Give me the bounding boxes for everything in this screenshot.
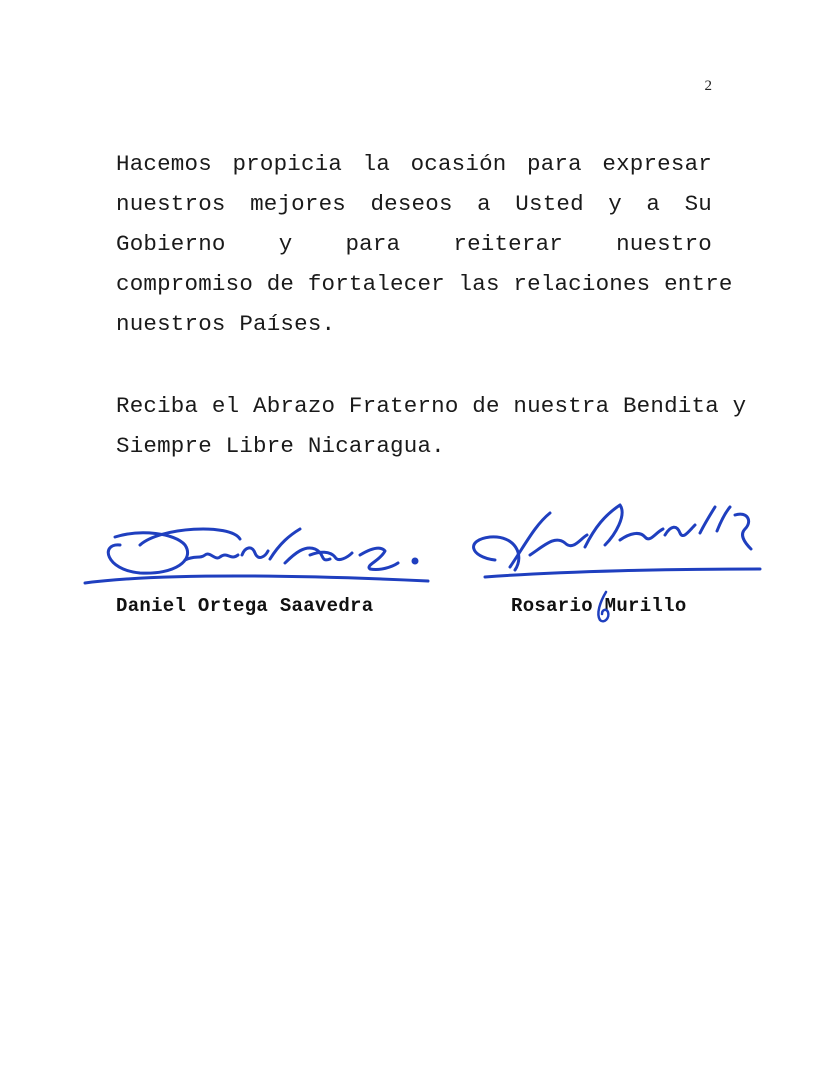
text-line: Gobierno y para reiterar nuestro: [116, 231, 712, 257]
signatory-name-left: Daniel Ortega Saavedra: [116, 595, 374, 617]
greeting-paragraph: [116, 386, 747, 466]
text-line: nuestros Países.: [116, 311, 336, 337]
page-number: 2: [704, 78, 712, 94]
signatory-name-right: Rosario Murillo: [511, 595, 687, 617]
text-line: compromiso de fortalecer las relaciones entre: [116, 271, 733, 297]
text-line: Siempre Libre Nicaragua.: [116, 433, 445, 459]
signature-ink-stroke: [590, 590, 620, 630]
closing-paragraph: [116, 144, 733, 344]
text-line: Reciba el Abrazo Fraterno de nuestra Bendita y: [116, 393, 747, 419]
signature-rosario-murillo: [455, 485, 765, 585]
text-line: Hacemos propicia la ocasión para expresar: [116, 151, 712, 177]
signature-daniel-ortega: [80, 515, 440, 595]
text-line: nuestros mejores deseos a Usted y a Su: [116, 191, 712, 217]
